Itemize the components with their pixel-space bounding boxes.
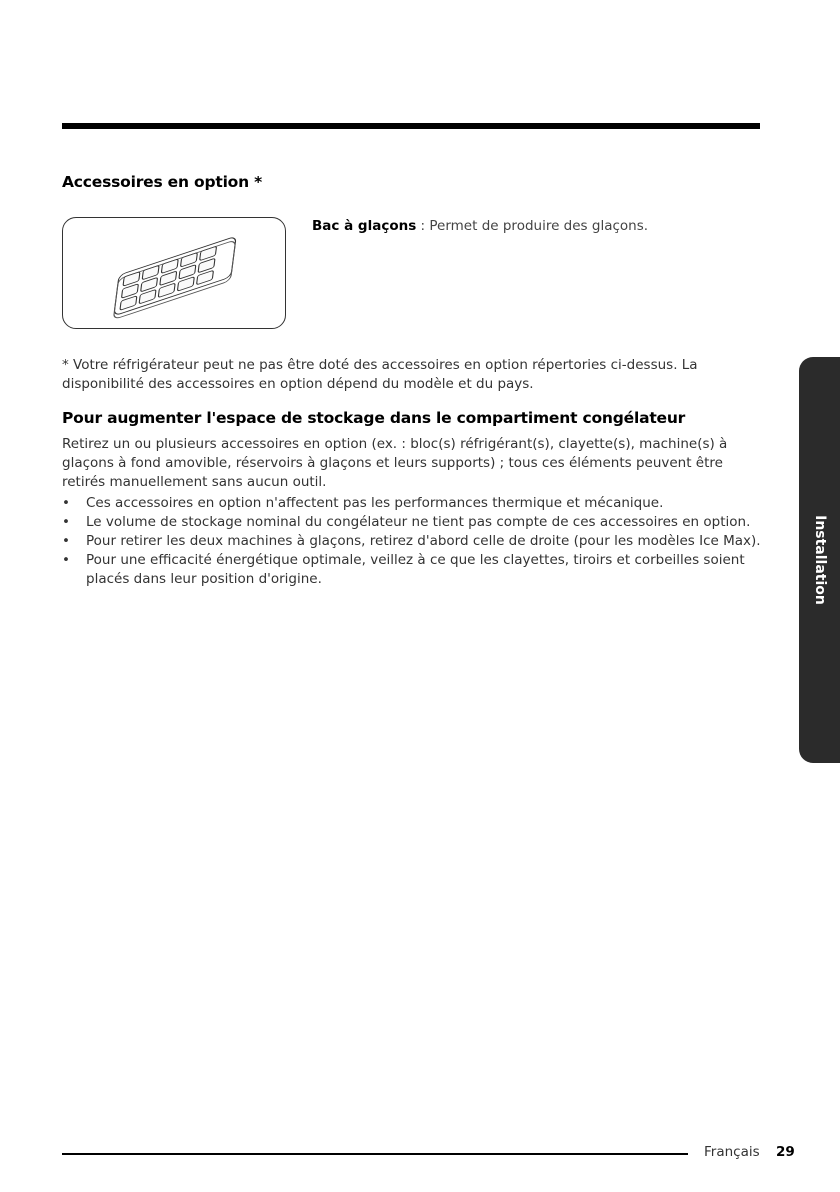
bullet-icon: • <box>62 495 70 511</box>
top-rule <box>62 123 760 129</box>
bullet-text: Le volume de stockage nominal du congélateur ne tient pas compte de ces accessoires en option. <box>86 514 751 530</box>
storage-heading: Pour augmenter l'espace de stockage dans le compartiment congélateur <box>62 409 686 427</box>
list-item <box>62 532 762 551</box>
list-item <box>62 551 762 589</box>
ice-tray-term: Bac à glaçons <box>312 218 417 234</box>
list-item <box>62 513 762 532</box>
bullet-icon: • <box>62 514 70 530</box>
bullet-icon: • <box>62 533 70 549</box>
side-tab-label: Installation <box>811 515 828 605</box>
availability-note: * Votre réfrigérateur peut ne pas être doté des accessoires en option répertories ci-dessus. La disponibilité des accessoires en option dépend du modèle et du pays. <box>62 357 698 392</box>
accessories-heading: Accessoires en option * <box>62 173 263 191</box>
side-tab-installation <box>799 357 840 763</box>
storage-intro: Retirez un ou plusieurs accessoires en option (ex. : bloc(s) réfrigérant(s), clayette(s), machine(s) à glaçons à fond amovible, réservoirs à glaçons et leurs supports) ; tous ces éléments peuvent être retirés manuellement sans aucun outil. <box>62 436 728 490</box>
list-item <box>62 494 762 513</box>
bullet-icon: • <box>62 552 70 568</box>
bullet-text: Ces accessoires en option n'affectent pas les performances thermique et mécanique. <box>86 495 664 511</box>
footer-rule <box>62 1153 688 1155</box>
bullet-text: Pour retirer les deux machines à glaçons, retirez d'abord celle de droite (pour les modèles Ice Max). <box>86 533 761 549</box>
ice-tray-icon <box>63 218 287 330</box>
ice-tray-illustration <box>62 217 286 329</box>
bullet-text: Pour une efficacité énergétique optimale, veillez à ce que les clayettes, tiroirs et corbeilles soient placés dans leur position d'origine. <box>86 552 745 587</box>
ice-tray-description: : Permet de produire des glaçons. <box>416 218 649 234</box>
storage-bullet-list <box>62 494 762 589</box>
footer-language: Français <box>704 1144 760 1160</box>
ice-tray-caption <box>312 218 648 234</box>
page-number: 29 <box>776 1144 795 1160</box>
